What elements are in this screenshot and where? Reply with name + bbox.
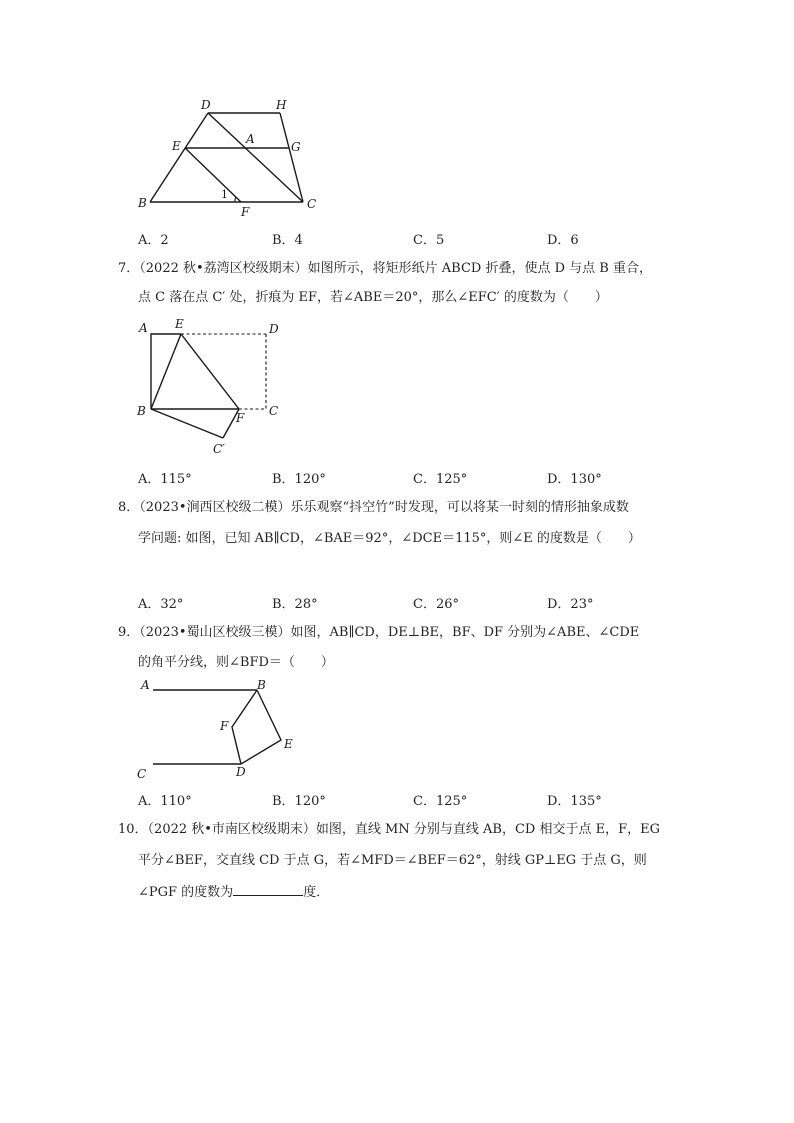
q6-label-D: D (201, 98, 211, 112)
q10-stem-line3 (138, 883, 329, 902)
q7-seg-BCprime (151, 409, 223, 438)
q8-option-c[interactable]: C．26° (413, 597, 459, 612)
q9-options (138, 790, 638, 808)
q6-option-d[interactable]: D．6 (547, 233, 579, 248)
q7-seg-BE (151, 334, 181, 409)
q7-seg-EF (181, 334, 239, 409)
q9-stem-line2: 的角平分线，则∠BFD＝（ ） (138, 655, 334, 670)
q6-seg-BD (150, 113, 208, 202)
q7-option-d[interactable]: D．130° (547, 472, 602, 487)
q9-stem-line1: 9．（2023•蜀山区校级三模）如图，AB∥CD，DE⊥BE，BF、DF 分别为∠ABE、∠CDE (118, 625, 640, 640)
q8-option-a[interactable]: A．32° (138, 597, 184, 612)
q8-stem-line1: 8．（2023•涧西区校级二模）乐乐观察“抖空竹”时发现，可以将某一时刻的情形抽象成数 (118, 500, 629, 515)
q9-label-A: A (141, 678, 150, 692)
q10-stem-line1: 10．（2022 秋•市南区校级期末）如图，直线 MN 分别与直线 AB，CD 相交于点 E，F，EG (118, 822, 660, 837)
q6-label-C: C (307, 197, 317, 211)
q8-options (138, 593, 638, 611)
q6-label-A: A (246, 132, 255, 146)
q10-suffix: 度． (303, 885, 330, 900)
q6-label-B: B (138, 196, 147, 210)
q6-option-a[interactable]: A．2 (138, 233, 169, 248)
q7-label-D: D (269, 322, 279, 336)
q7-label-E: E (175, 317, 184, 331)
q8-option-d[interactable]: D．23° (547, 597, 594, 612)
q6-seg-HC (280, 113, 303, 202)
q7-options (138, 468, 638, 486)
q7-stem-line2: 点 C 落在点 C′ 处，折痕为 EF，若∠ABE＝20°，那么∠EFC′ 的度数为（ ） (138, 290, 608, 305)
q6-angle-arc (235, 197, 236, 202)
q7-option-a[interactable]: A．115° (138, 472, 192, 487)
q9-option-d[interactable]: D．135° (547, 794, 602, 809)
q6-figure (135, 95, 325, 220)
q9-seg-BFD (232, 690, 257, 764)
q6-option-b[interactable]: B．4 (272, 233, 303, 248)
q7-option-b[interactable]: B．120° (272, 472, 326, 487)
q9-option-c[interactable]: C．125° (413, 794, 468, 809)
q9-label-E: E (284, 737, 293, 751)
q6-label-F: F (241, 205, 250, 219)
q6-label-E: E (172, 139, 181, 153)
q7-figure (135, 318, 290, 458)
q6-options (138, 229, 638, 247)
q6-label-1: 1 (221, 188, 228, 201)
q9-label-B: B (257, 678, 266, 692)
q9-label-F: F (220, 719, 229, 733)
q9-option-b[interactable]: B．120° (272, 794, 326, 809)
q8-stem-line2: 学问题: 如图，已知 AB∥CD，∠BAE＝92°，∠DCE＝115°，则∠E 的度数是（ ） (138, 531, 641, 546)
q10-answer-blank[interactable] (233, 883, 303, 896)
q6-seg-EF (185, 148, 241, 202)
q10-stem-line2: 平分∠BEF，交直线 CD 于点 G，若∠MFD＝∠BEF＝62°，射线 GP⊥EG 于点 G，则 (138, 853, 647, 868)
q9-label-C: C (137, 767, 147, 781)
q9-option-a[interactable]: A．110° (138, 794, 192, 809)
q10-stem-text: ∠PGF 的度数为 (138, 885, 234, 900)
q6-option-c[interactable]: C．5 (413, 233, 445, 248)
q6-label-H: H (276, 98, 287, 112)
q7-label-F: F (236, 411, 245, 425)
q7-label-C: C (269, 404, 279, 418)
q9-figure (135, 675, 305, 785)
q9-seg-BED (241, 690, 281, 764)
q8-option-b[interactable]: B．28° (272, 597, 318, 612)
q6-label-G: G (291, 140, 301, 154)
q7-option-c[interactable]: C．125° (413, 472, 468, 487)
q9-label-D: D (236, 765, 246, 779)
q7-stem-line1: 7．（2022 秋•荔湾区校级期末）如图所示，将矩形纸片 ABCD 折叠，使点 D 与点 B 重合， (118, 261, 652, 276)
q7-label-A: A (139, 321, 148, 335)
q7-label-B: B (137, 404, 146, 418)
q7-label-Cprime: C′ (213, 442, 225, 456)
